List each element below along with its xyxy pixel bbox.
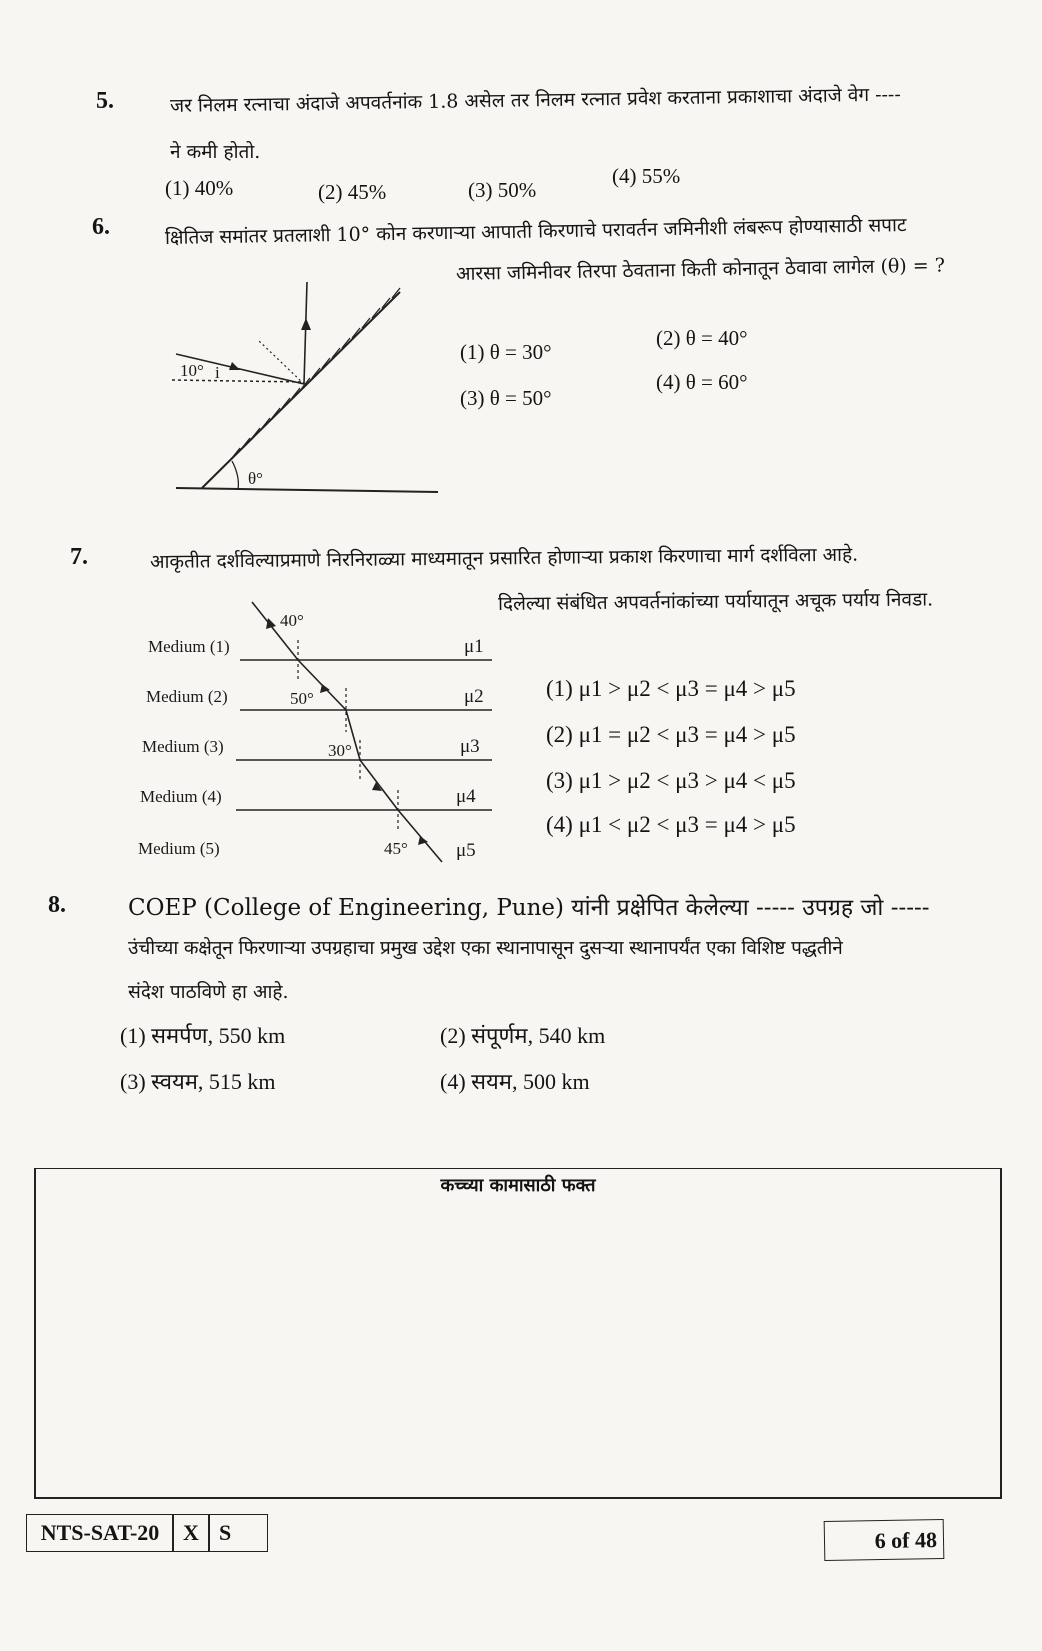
q7-angle-40-label: 40°	[280, 611, 304, 630]
q7-angle-30-label: 30°	[328, 741, 352, 760]
q7-line1: आकृतीत दर्शविल्याप्रमाणे निरनिराळ्या माध्यमातून प्रसारित होणाऱ्या प्रकाश किरणाचा मार्ग दर्शविला आहे.	[149, 543, 859, 573]
footer-s: S	[208, 1514, 268, 1552]
q6-line2: आरसा जमिनीवर तिरपा ठेवताना किती कोनातून ठेवावा लागेल (θ) = ?	[455, 254, 946, 285]
q7-medium-5-label: Medium (5)	[138, 839, 220, 858]
q7-medium-1-label: Medium (1)	[148, 637, 230, 656]
q7-mu-5: μ5	[456, 840, 476, 861]
q7-option-2: (2) μ1 = μ2 < μ3 = μ4 > μ5	[546, 722, 796, 747]
q6-option-1: (1) θ = 30°	[460, 340, 552, 364]
q5-option-1: (1) 40%	[165, 176, 234, 200]
q8-option-3: (3) स्वयम, 515 km	[120, 1069, 276, 1094]
q7-ray-arrow-1-icon	[266, 618, 276, 629]
q6-angle-label: 10°	[180, 361, 204, 380]
q7-mu-4: μ4	[456, 786, 476, 807]
q7-normals	[298, 640, 398, 832]
q5-option-4: (4) 55%	[612, 164, 681, 188]
q5-line1: जर निलम रत्नाचा अंदाजे अपवर्तनांक 1.8 असेल तर निलम रत्नात प्रवेश करताना प्रकाशाचा अंदाजे वेग ----	[169, 83, 901, 117]
q7-mu-3: μ3	[460, 736, 480, 757]
q7-ray-path	[252, 602, 442, 862]
q5-number: 5.	[96, 88, 114, 114]
q7-line2: दिलेल्या संबंधित अपवर्तनांकांच्या पर्यायातून अचूक पर्याय निवडा.	[497, 588, 934, 615]
q7-angle-45-label: 45°	[384, 839, 408, 858]
q8-number: 8.	[48, 892, 66, 918]
q8-option-2: (2) संपूर्णम, 540 km	[440, 1023, 606, 1048]
q6-option-2: (2) θ = 40°	[656, 326, 748, 350]
q7-mu-1: μ1	[464, 636, 484, 657]
footer-x: X	[172, 1514, 210, 1552]
q5-line2: ने कमी होतो.	[170, 141, 261, 163]
q7-medium-4-label: Medium (4)	[140, 787, 222, 806]
q6-option-3: (3) θ = 50°	[460, 386, 552, 410]
rough-work-title: कच्च्या कामासाठी फक्त	[440, 1175, 596, 1196]
q6-number: 6.	[92, 214, 110, 240]
q8-line2: उंचीच्या कक्षेतून फिरणाऱ्या उपग्रहाचा प्रमुख उद्देश एका स्थानापासून दुसऱ्या स्थानापर्यंत एका विशिष्ट पद्धतीने	[128, 937, 843, 959]
footer-code: NTS-SAT-20	[26, 1514, 174, 1552]
q7-mu-2: μ2	[464, 686, 484, 707]
q8-line3: संदेश पाठविणे हा आहे.	[128, 981, 289, 1003]
rough-work-box	[34, 1168, 1002, 1499]
q6-option-4: (4) θ = 60°	[656, 370, 748, 394]
q8-option-4: (4) सयम, 500 km	[440, 1069, 590, 1094]
q7-medium-boundaries	[236, 660, 492, 810]
q6-line1: क्षितिज समांतर प्रतलाशी 10° कोन करणाऱ्या आपाती किरणाचे परावर्तन जमिनीशी लंबरूप होण्यासाठी सपाट	[164, 214, 907, 249]
q7-angle-50-label: 50°	[290, 689, 314, 708]
q7-option-3: (3) μ1 > μ2 < μ3 > μ4 < μ5	[546, 768, 796, 793]
q8-line1: COEP (College of Engineering, Pune) यांनी प्रक्षेपित केलेल्या ----- उपग्रह जो -----	[128, 895, 930, 921]
q7-option-1: (1) μ1 > μ2 < μ3 = μ4 > μ5	[546, 676, 796, 701]
q7-number: 7.	[70, 544, 88, 570]
q8-option-1: (1) समर्पण, 550 km	[120, 1023, 286, 1048]
q5-option-3: (3) 50%	[468, 178, 537, 202]
q7-medium-2-label: Medium (2)	[146, 687, 228, 706]
page-number: 6 of 48	[824, 1519, 945, 1561]
q6-theta-label: θ°	[248, 469, 263, 488]
q7-medium-3-label: Medium (3)	[142, 737, 224, 756]
q7-option-4: (4) μ1 < μ2 < μ3 = μ4 > μ5	[546, 812, 796, 837]
q6-incidence-label: i	[215, 363, 220, 382]
q5-option-2: (2) 45%	[318, 180, 387, 204]
